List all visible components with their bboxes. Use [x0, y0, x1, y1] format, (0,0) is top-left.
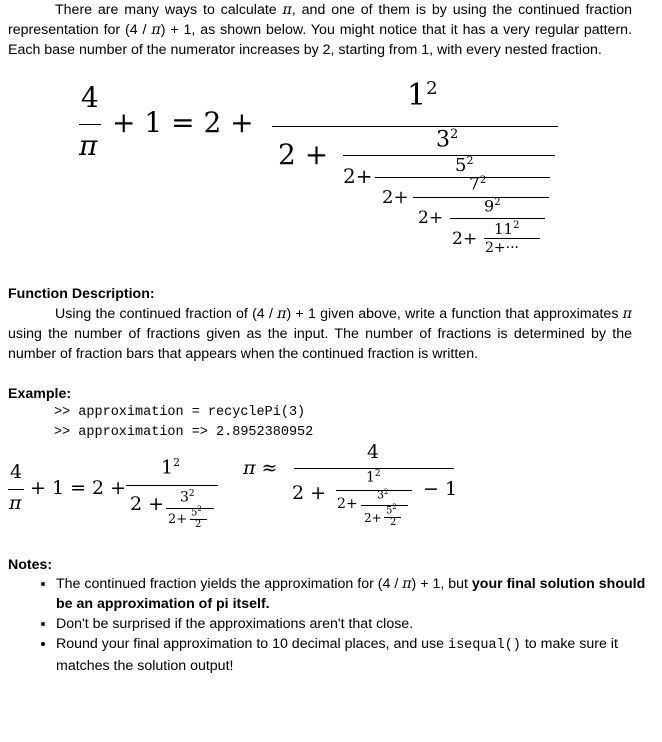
function-description-heading: Function Description: — [8, 286, 155, 302]
function-description-text: Using the continued fraction of (4 / π) + 1 given above, write a function that approximates π using the number of fractions given as the input. The number of fractions is determined by the number of fraction bars that appears when the continued fraction is written. — [8, 306, 632, 362]
formula-pi: π — [79, 129, 98, 162]
numerator-9: $9^2$ — [484, 196, 501, 216]
formula-four: 4 — [81, 81, 99, 114]
notes-heading: Notes: — [8, 557, 53, 573]
numerator-1: $1^2$ — [407, 78, 438, 113]
notes-list — [28, 574, 660, 676]
intro-paragraph: There are many ways to calculate π, and one of them is by using the continued fraction representation for (4 / π) + 1, as shown below. You might notice that it has a very regular pattern. Each base number of the numerator increases by 2, starting from 1, with every nested fraction. — [8, 2, 633, 58]
numerator-11: $11^2$ — [494, 220, 520, 238]
numerator-7: $7^2$ — [469, 174, 487, 195]
numerator-3: $3^2$ — [436, 127, 459, 153]
formula-plus-one-equals: + 1 = 2 + — [112, 106, 254, 139]
numerator-5: $5^2$ — [455, 154, 474, 176]
ellipsis: 2+··· — [485, 240, 519, 256]
example-heading: Example: — [8, 386, 72, 402]
pi-symbol: π — [282, 2, 292, 18]
code-line-1: >> approximation = recyclePi(3) — [54, 405, 306, 420]
list-item: • The continued fraction yields the approximation for (4 / π) + 1, but your final solution should be an approximation of pi itself. — [56, 574, 660, 614]
list-item: • Don't be surprised if the approximations aren't that close. — [56, 614, 660, 634]
list-item: • Round your final approximation to 10 decimal places, and use isequal() to make sure it matches the solution output! — [56, 634, 660, 676]
code-line-2: >> approximation => 2.8952380952 — [54, 425, 314, 440]
